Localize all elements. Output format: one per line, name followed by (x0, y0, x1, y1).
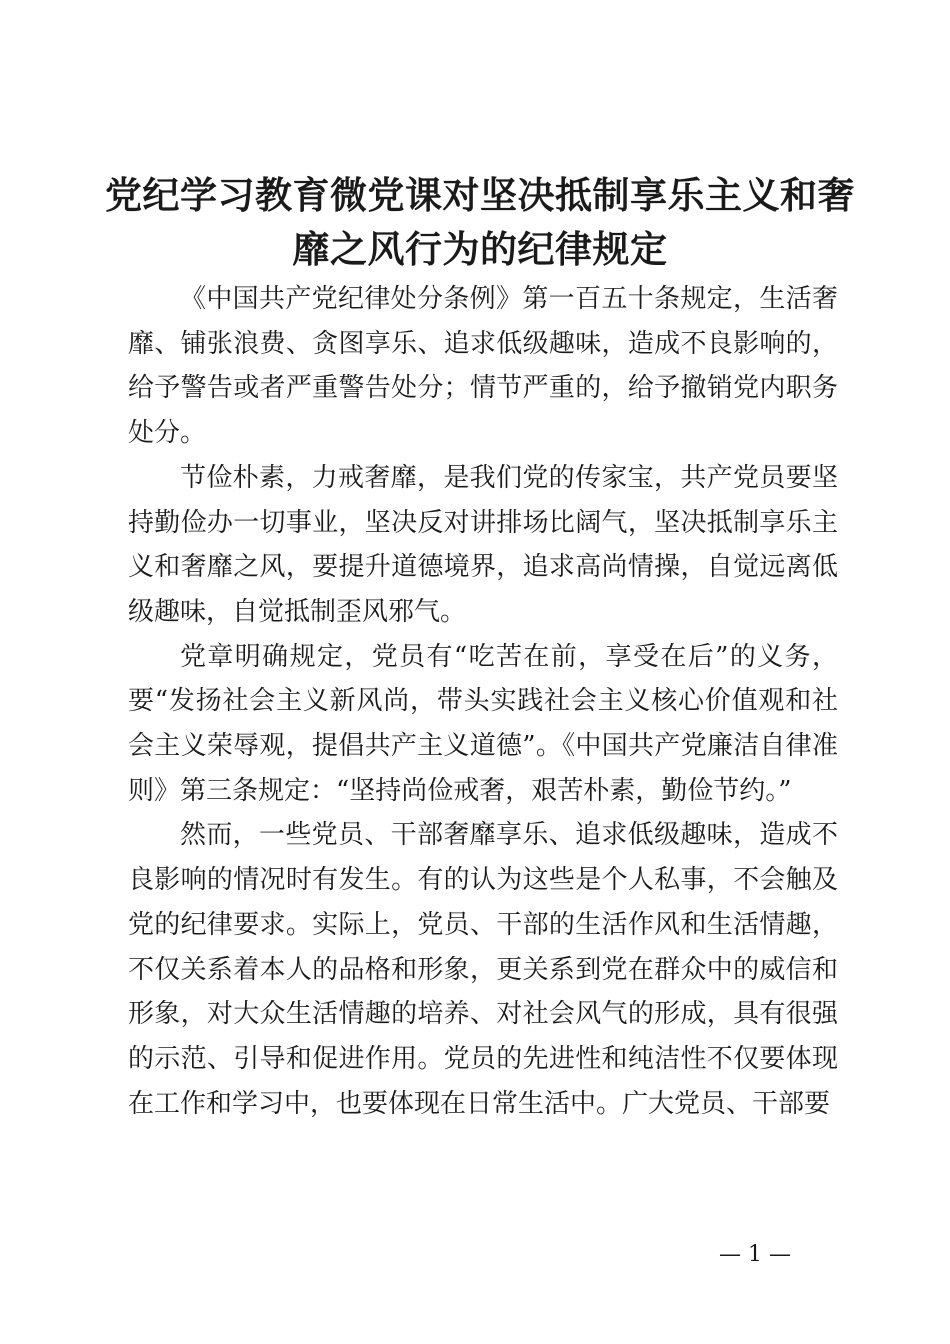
document-body (128, 277, 838, 1126)
title-line-1: 党纪学习教育微党课对坚决抵制享乐主义和奢 (105, 173, 855, 217)
page-number: — 1 — (719, 1242, 791, 1267)
document-title (100, 168, 860, 276)
title-line-2: 靡之风行为的纪律规定 (292, 227, 668, 271)
paragraph-2: 节俭朴素，力戒奢靡，是我们党的传家宝，共产党员要坚持勤俭办一切事业，坚决反对讲排场比阔气，坚决抵制享乐主义和奢靡之风，要提升道德境界，追求高尚情操，自觉远离低级趣味，自觉抵制歪风邪气。 (128, 462, 838, 627)
paragraph-1: 《中国共产党纪律处分条例》第一百五十条规定，生活奢靡、铺张浪费、贪图享乐、追求低级趣味，造成不良影响的，给予警告或者严重警告处分；情节严重的，给予撤销党内职务处分。 (128, 284, 838, 449)
paragraph-3: 党章明确规定，党员有“吃苦在前，享受在后”的义务，要“发扬社会主义新风尚，带头实践社会主义核心价值观和社会主义荣辱观，提倡共产主义道德”。《中国共产党廉洁自律准则》第三条规定：“坚持尚俭戒奢，艰苦朴素，勤俭节约。” (128, 641, 838, 806)
paragraph-4: 然而，一些党员、干部奢靡享乐、追求低级趣味，造成不良影响的情况时有发生。有的认为这些是个人私事，不会触及党的纪律要求。实际上，党员、干部的生活作风和生活情趣，不仅关系着本人的品格和形象，更关系到党在群众中的威信和形象，对大众生活情趣的培养、对社会风气的形成，具有很强的示范、引导和促进作用。党员的先进性和纯洁性不仅要体现在工作和学习中，也要体现在日常生活中。广大党员、干部要 (128, 820, 838, 1119)
